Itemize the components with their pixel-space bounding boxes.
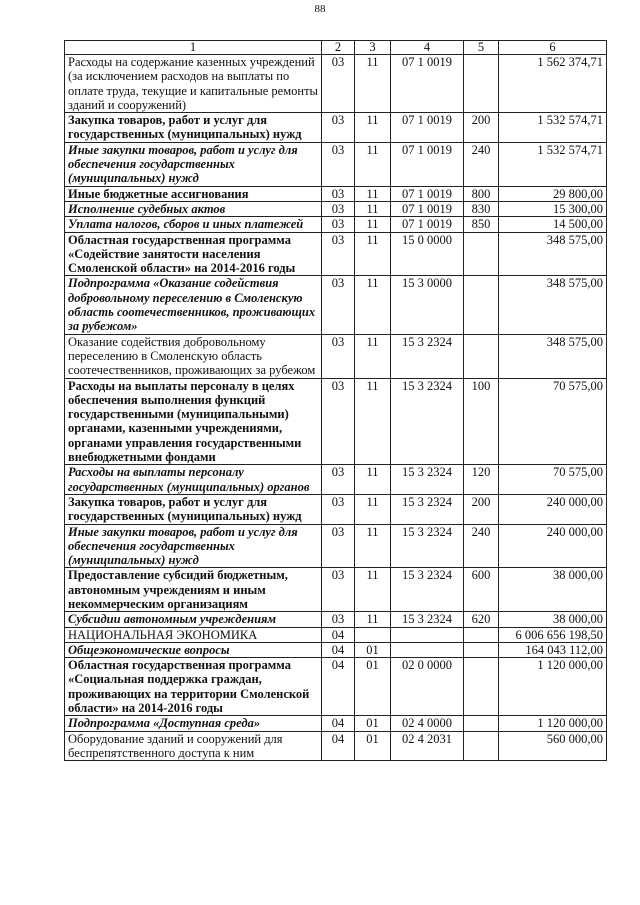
- subsection-code-cell: 11: [355, 334, 391, 378]
- expense-type-cell: 200: [464, 494, 499, 524]
- subsection-code-cell: 11: [355, 55, 391, 113]
- row-name-cell: Подпрограмма «Оказание содействия добровольному переселению в Смоленскую область соотечественников, проживающих за рубежом»: [65, 276, 322, 334]
- budget-table: [64, 40, 607, 761]
- table-row: [65, 627, 607, 642]
- amount-cell: 70 575,00: [499, 465, 607, 495]
- section-code-cell: 03: [322, 55, 355, 113]
- row-name-cell: Областная государственная программа «Социальная поддержка граждан, проживающих на территории Смоленской области» на 2014-2016 годы: [65, 658, 322, 716]
- section-code-cell: 03: [322, 142, 355, 186]
- amount-cell: 1 120 000,00: [499, 658, 607, 716]
- row-name-cell: Предоставление субсидий бюджетным, автономным учреждениям и иным некоммерческим организациям: [65, 568, 322, 612]
- expense-type-cell: [464, 232, 499, 276]
- section-code-cell: 03: [322, 201, 355, 216]
- section-code-cell: 03: [322, 334, 355, 378]
- amount-cell: 240 000,00: [499, 524, 607, 568]
- expense-type-cell: 830: [464, 201, 499, 216]
- row-name-cell: Расходы на содержание казенных учреждений (за исключением расходов на выплаты по оплате труда, текущие и капитальные ремонты зданий и сооружений): [65, 55, 322, 113]
- section-code-cell: 03: [322, 232, 355, 276]
- section-code-cell: 03: [322, 378, 355, 465]
- subsection-code-cell: 11: [355, 217, 391, 232]
- table-row: [65, 55, 607, 113]
- table-row: [65, 612, 607, 627]
- expense-type-cell: 600: [464, 568, 499, 612]
- table-row: [65, 494, 607, 524]
- target-article-cell: [391, 627, 464, 642]
- section-code-cell: 03: [322, 465, 355, 495]
- subsection-code-cell: 11: [355, 494, 391, 524]
- page-number: 88: [314, 3, 326, 15]
- expense-type-cell: 200: [464, 113, 499, 143]
- table-row: [65, 465, 607, 495]
- row-name-cell: Иные закупки товаров, работ и услуг для обеспечения государственных (муниципальных) нужд: [65, 142, 322, 186]
- expense-type-cell: 100: [464, 378, 499, 465]
- section-code-cell: 04: [322, 627, 355, 642]
- target-article-cell: [391, 642, 464, 657]
- target-article-cell: 02 0 0000: [391, 658, 464, 716]
- subsection-code-cell: 01: [355, 658, 391, 716]
- amount-cell: 14 500,00: [499, 217, 607, 232]
- row-name-cell: Расходы на выплаты персоналу государственных (муниципальных) органов: [65, 465, 322, 495]
- target-article-cell: 15 3 2324: [391, 494, 464, 524]
- section-code-cell: 03: [322, 524, 355, 568]
- expense-type-cell: 240: [464, 524, 499, 568]
- target-article-cell: 02 4 2031: [391, 731, 464, 761]
- row-name-cell: Общеэкономические вопросы: [65, 642, 322, 657]
- table-row: [65, 378, 607, 465]
- amount-cell: 348 575,00: [499, 276, 607, 334]
- subsection-code-cell: 11: [355, 465, 391, 495]
- row-name-cell: Подпрограмма «Доступная среда»: [65, 716, 322, 731]
- amount-cell: 348 575,00: [499, 334, 607, 378]
- row-name-cell: Оказание содействия добровольному переселению в Смоленскую область соотечественников, проживающих за рубежом: [65, 334, 322, 378]
- expense-type-cell: [464, 55, 499, 113]
- amount-cell: 164 043 112,00: [499, 642, 607, 657]
- target-article-cell: 15 3 0000: [391, 276, 464, 334]
- column-header: 4: [391, 41, 464, 55]
- target-article-cell: 15 3 2324: [391, 465, 464, 495]
- table-row: [65, 524, 607, 568]
- target-article-cell: 07 1 0019: [391, 55, 464, 113]
- section-code-cell: 03: [322, 568, 355, 612]
- expense-type-cell: [464, 716, 499, 731]
- row-name-cell: Оборудование зданий и сооружений для беспрепятственного доступа к ним: [65, 731, 322, 761]
- target-article-cell: 02 4 0000: [391, 716, 464, 731]
- amount-cell: 1 532 574,71: [499, 142, 607, 186]
- target-article-cell: 07 1 0019: [391, 142, 464, 186]
- target-article-cell: 07 1 0019: [391, 201, 464, 216]
- expense-type-cell: [464, 658, 499, 716]
- row-name-cell: Исполнение судебных актов: [65, 201, 322, 216]
- row-name-cell: Закупка товаров, работ и услуг для государственных (муниципальных) нужд: [65, 113, 322, 143]
- target-article-cell: 15 3 2324: [391, 378, 464, 465]
- amount-cell: 70 575,00: [499, 378, 607, 465]
- section-code-cell: 04: [322, 716, 355, 731]
- table-row: [65, 334, 607, 378]
- column-header: 5: [464, 41, 499, 55]
- section-code-cell: 03: [322, 113, 355, 143]
- section-code-cell: 04: [322, 658, 355, 716]
- expense-type-cell: [464, 276, 499, 334]
- table-row: [65, 142, 607, 186]
- amount-cell: 29 800,00: [499, 186, 607, 201]
- amount-cell: 348 575,00: [499, 232, 607, 276]
- subsection-code-cell: [355, 627, 391, 642]
- expense-type-cell: 850: [464, 217, 499, 232]
- column-header: 1: [65, 41, 322, 55]
- expense-type-cell: [464, 627, 499, 642]
- expense-type-cell: [464, 731, 499, 761]
- section-code-cell: 03: [322, 612, 355, 627]
- table-row: [65, 642, 607, 657]
- section-code-cell: 04: [322, 731, 355, 761]
- target-article-cell: 15 3 2324: [391, 334, 464, 378]
- expense-type-cell: [464, 334, 499, 378]
- section-code-cell: 04: [322, 642, 355, 657]
- row-name-cell: Расходы на выплаты персоналу в целях обеспечения выполнения функций государственными (муниципальными) органами, казенными учреждениями, органами управления государственными внебюджетными фондами: [65, 378, 322, 465]
- table-row: [65, 658, 607, 716]
- subsection-code-cell: 11: [355, 113, 391, 143]
- expense-type-cell: 800: [464, 186, 499, 201]
- expense-type-cell: 620: [464, 612, 499, 627]
- amount-cell: 240 000,00: [499, 494, 607, 524]
- table-row: [65, 186, 607, 201]
- subsection-code-cell: 11: [355, 201, 391, 216]
- subsection-code-cell: 01: [355, 731, 391, 761]
- table-row: [65, 276, 607, 334]
- subsection-code-cell: 11: [355, 186, 391, 201]
- subsection-code-cell: 01: [355, 642, 391, 657]
- row-name-cell: Субсидии автономным учреждениям: [65, 612, 322, 627]
- subsection-code-cell: 11: [355, 232, 391, 276]
- amount-cell: 6 006 656 198,50: [499, 627, 607, 642]
- target-article-cell: 15 3 2324: [391, 524, 464, 568]
- section-code-cell: 03: [322, 276, 355, 334]
- amount-cell: 1 120 000,00: [499, 716, 607, 731]
- target-article-cell: 07 1 0019: [391, 186, 464, 201]
- table-row: [65, 217, 607, 232]
- row-name-cell: Уплата налогов, сборов и иных платежей: [65, 217, 322, 232]
- row-name-cell: НАЦИОНАЛЬНАЯ ЭКОНОМИКА: [65, 627, 322, 642]
- amount-cell: 38 000,00: [499, 568, 607, 612]
- table-row: [65, 731, 607, 761]
- amount-cell: 15 300,00: [499, 201, 607, 216]
- target-article-cell: 15 0 0000: [391, 232, 464, 276]
- target-article-cell: 15 3 2324: [391, 612, 464, 627]
- column-header: 6: [499, 41, 607, 55]
- expense-type-cell: 120: [464, 465, 499, 495]
- subsection-code-cell: 11: [355, 524, 391, 568]
- table-header-row: [65, 41, 607, 55]
- amount-cell: 1 562 374,71: [499, 55, 607, 113]
- subsection-code-cell: 11: [355, 142, 391, 186]
- subsection-code-cell: 11: [355, 276, 391, 334]
- amount-cell: 38 000,00: [499, 612, 607, 627]
- table-row: [65, 232, 607, 276]
- table-row: [65, 568, 607, 612]
- section-code-cell: 03: [322, 186, 355, 201]
- target-article-cell: 07 1 0019: [391, 217, 464, 232]
- table-row: [65, 716, 607, 731]
- target-article-cell: 07 1 0019: [391, 113, 464, 143]
- subsection-code-cell: 11: [355, 568, 391, 612]
- column-header: 3: [355, 41, 391, 55]
- expense-type-cell: [464, 642, 499, 657]
- row-name-cell: Иные бюджетные ассигнования: [65, 186, 322, 201]
- amount-cell: 560 000,00: [499, 731, 607, 761]
- section-code-cell: 03: [322, 494, 355, 524]
- row-name-cell: Закупка товаров, работ и услуг для государственных (муниципальных) нужд: [65, 494, 322, 524]
- target-article-cell: 15 3 2324: [391, 568, 464, 612]
- subsection-code-cell: 11: [355, 378, 391, 465]
- column-header: 2: [322, 41, 355, 55]
- row-name-cell: Иные закупки товаров, работ и услуг для обеспечения государственных (муниципальных) нужд: [65, 524, 322, 568]
- section-code-cell: 03: [322, 217, 355, 232]
- subsection-code-cell: 11: [355, 612, 391, 627]
- table-row: [65, 201, 607, 216]
- expense-type-cell: 240: [464, 142, 499, 186]
- row-name-cell: Областная государственная программа «Содействие занятости населения Смоленской области» на 2014-2016 годы: [65, 232, 322, 276]
- table-row: [65, 113, 607, 143]
- amount-cell: 1 532 574,71: [499, 113, 607, 143]
- subsection-code-cell: 01: [355, 716, 391, 731]
